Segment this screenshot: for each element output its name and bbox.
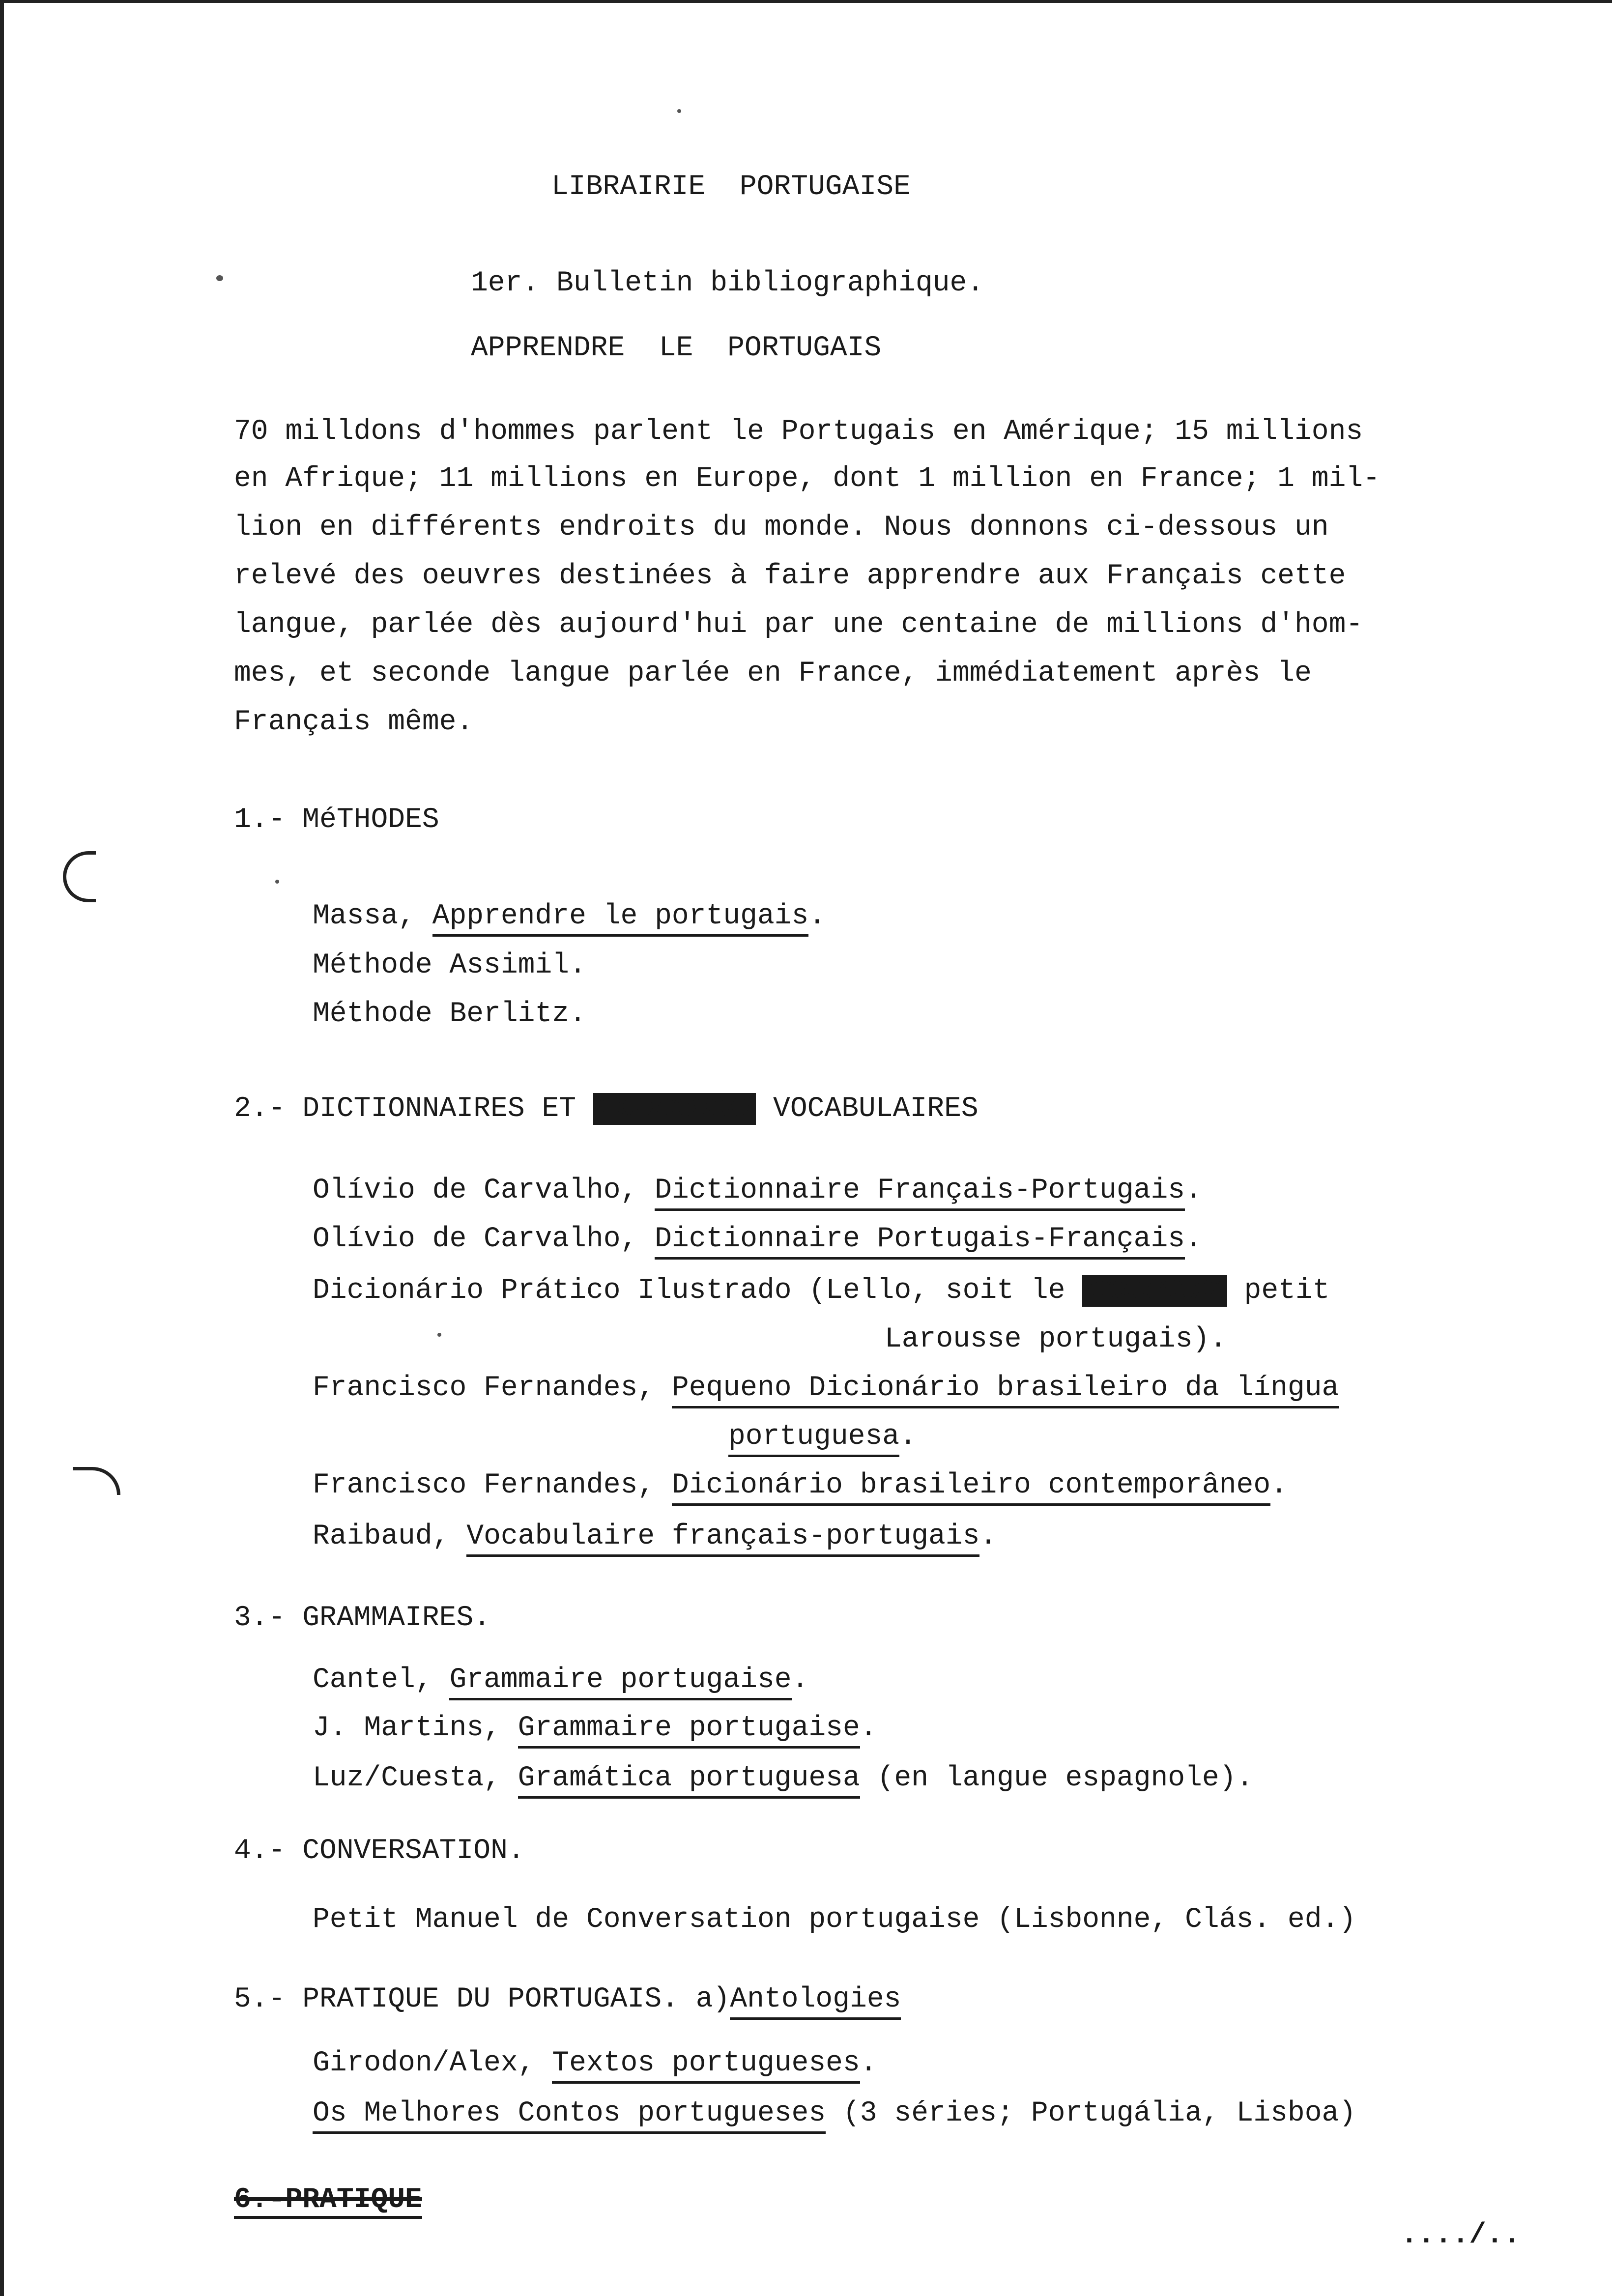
subtitle: APPRENDRE LE PORTUGAIS xyxy=(471,332,882,364)
entry-author: Massa, xyxy=(313,900,432,932)
struck-out-footer-text xyxy=(234,2186,422,2214)
stray-dot xyxy=(216,275,223,281)
heading-underlined-part: Antologies xyxy=(730,1983,901,2020)
entry-author: Francisco Fernandes, xyxy=(313,1469,672,1501)
section-heading-grammaires: 3.- GRAMMAIRES. xyxy=(234,1602,491,1634)
section-heading-dictionnaires xyxy=(234,1095,979,1123)
entry-rest: . xyxy=(1185,1175,1202,1206)
entry-rest: . xyxy=(1270,1469,1288,1501)
entry-rest: . xyxy=(979,1521,997,1552)
entry xyxy=(313,1666,808,1694)
entry xyxy=(313,1764,1253,1793)
entry-author: J. Martins, xyxy=(313,1712,518,1744)
page-border-top xyxy=(3,0,1612,3)
entry-rest: (3 séries; Portugália, Lisboa) xyxy=(826,2097,1356,2129)
continued-marker: ..../.. xyxy=(1401,2219,1521,2251)
struck-out-word: XXXXXXXXX xyxy=(593,1093,756,1125)
entry-continuation xyxy=(728,1423,917,1451)
entry-author: Petit Manuel de Conversation portugaise (Lisbonne, Clás. ed.) xyxy=(313,1904,1356,1936)
entry-author: Larousse portugais). xyxy=(885,1323,1227,1355)
stray-dot xyxy=(437,1333,441,1337)
entry-title: Grammaire portugaise xyxy=(449,1664,791,1700)
entry xyxy=(313,1714,877,1743)
hole-punch-mark-top xyxy=(63,851,96,902)
page-border-left xyxy=(0,0,4,2296)
entry-author: Cantel, xyxy=(313,1664,450,1696)
entry xyxy=(313,2099,1356,2128)
entry-title: Vocabulaire français-portugais xyxy=(466,1521,979,1557)
section-heading-methodes: 1.- MéTHODES xyxy=(234,804,439,836)
entry-rest: . xyxy=(791,1664,809,1696)
entry-title: Grammaire portugaise xyxy=(518,1712,860,1749)
heading-part: 2.- DICTIONNAIRES ET xyxy=(234,1093,576,1125)
entry-title: portuguesa xyxy=(728,1421,899,1457)
intro-line: mes, et seconde langue parlée en France, immédiatement après le xyxy=(234,658,1312,689)
heading-part: 5.- PRATIQUE DU PORTUGAIS. a) xyxy=(234,1983,730,2015)
intro-line: lion en différents endroits du monde. Nous donnons ci-dessous un xyxy=(234,512,1329,544)
section-heading-pratique xyxy=(234,1985,901,2014)
entry xyxy=(313,951,586,980)
entry xyxy=(313,1225,1202,1254)
struck-out-word: 6.-PRATIQUE xyxy=(234,2184,422,2219)
entry-title: Dictionnaire Portugais-Français xyxy=(655,1223,1185,1260)
entry xyxy=(313,1000,586,1029)
intro-line: en Afrique; 11 millions en Europe, dont 1 million en France; 1 mil- xyxy=(234,463,1380,495)
entry-rest: . xyxy=(860,2047,877,2079)
entry-title: Pequeno Dicionário brasileiro da língua xyxy=(672,1372,1339,1408)
entry-rest: . xyxy=(860,1712,877,1744)
section-heading-conversation: 4.- CONVERSATION. xyxy=(234,1835,525,1867)
intro-line: langue, parlée dès aujourd'hui par une centaine de millions d'hom- xyxy=(234,609,1363,641)
entry-continuation xyxy=(885,1325,1227,1354)
entry-title: Gramática portuguesa xyxy=(518,1762,860,1799)
entry xyxy=(313,1522,997,1551)
entry xyxy=(313,2049,877,2078)
heading-part: VOCABULAIRES xyxy=(773,1093,979,1125)
intro-line: 70 milldons d'hommes parlent le Portugais en Amérique; 15 millions xyxy=(234,416,1363,448)
entry xyxy=(313,1471,1288,1500)
entry-author: Luz/Cuesta, xyxy=(313,1762,518,1794)
entry xyxy=(313,1277,1330,1305)
entry-author: Dicionário Prático Ilustrado (Lello, soit le xyxy=(313,1275,1083,1307)
entry-author: Olívio de Carvalho, xyxy=(313,1175,655,1206)
entry-rest: . xyxy=(899,1421,917,1453)
entry-rest: petit xyxy=(1227,1275,1330,1307)
entry-rest: . xyxy=(1185,1223,1202,1255)
stray-dot xyxy=(677,109,681,113)
entry-author: Olívio de Carvalho, xyxy=(313,1223,655,1255)
stray-dot xyxy=(275,880,279,884)
entry xyxy=(313,902,826,931)
intro-line: Français même. xyxy=(234,706,474,738)
struck-out-word: XXXXXXXX xyxy=(1082,1275,1227,1307)
entry-author: Francisco Fernandes, xyxy=(313,1372,672,1404)
entry-title: Dictionnaire Français-Portugais xyxy=(655,1175,1185,1211)
entry xyxy=(313,1177,1202,1205)
entry-title: Os Melhores Contos portugueses xyxy=(313,2097,826,2134)
entry-author: Raibaud, xyxy=(313,1521,467,1552)
entry-author: Girodon/Alex, xyxy=(313,2047,552,2079)
entry-rest: (en langue espagnole). xyxy=(860,1762,1254,1794)
hole-punch-mark-bottom xyxy=(73,1467,120,1495)
entry-title: Apprendre le portugais xyxy=(432,900,809,937)
bulletin-title: 1er. Bulletin bibliographique. xyxy=(471,267,984,299)
intro-line: relevé des oeuvres destinées à faire apprendre aux Français cette xyxy=(234,560,1346,592)
page-title: LIBRAIRIE PORTUGAISE xyxy=(551,171,911,203)
entry-author: Méthode Assimil. xyxy=(313,949,586,981)
entry xyxy=(313,1374,1339,1403)
entry-title: Dicionário brasileiro contemporâneo xyxy=(672,1469,1270,1506)
entry xyxy=(313,1906,1356,1934)
entry-title: Textos portugueses xyxy=(552,2047,860,2084)
entry-author: Méthode Berlitz. xyxy=(313,998,586,1030)
entry-rest: . xyxy=(808,900,826,932)
